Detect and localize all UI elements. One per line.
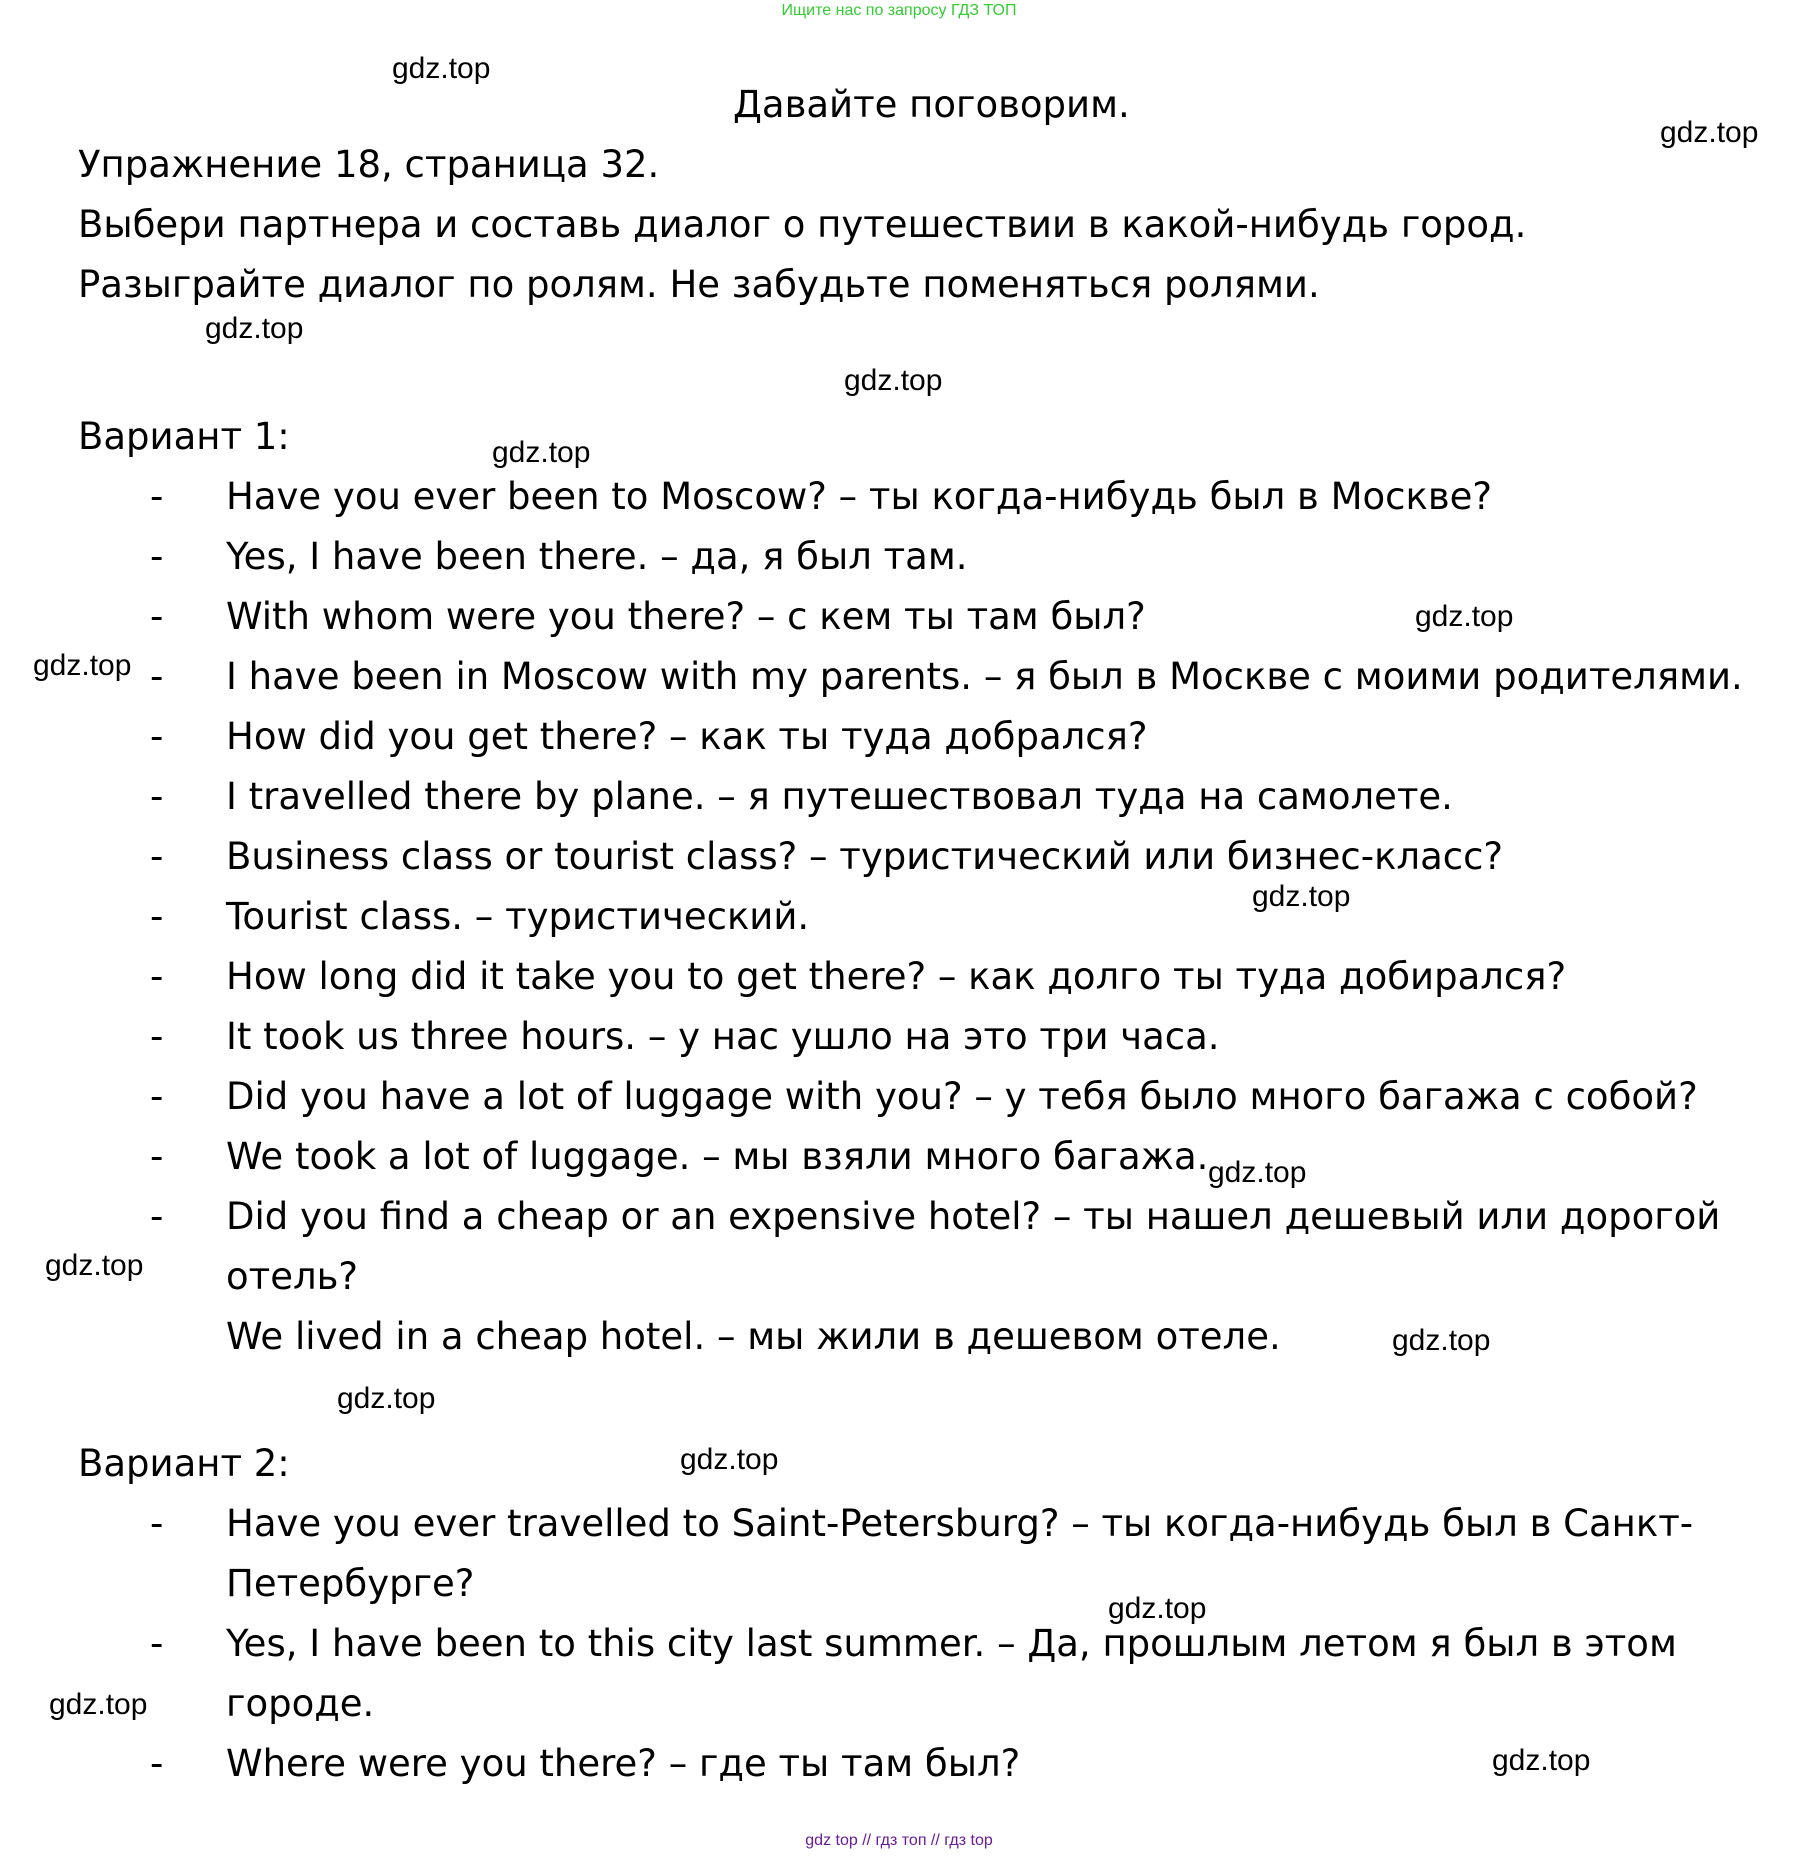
variant-1-heading: Вариант 1:: [78, 415, 290, 458]
dialog-line: [0, 767, 1798, 827]
footer-links: gdz top // гдз топ // гдз top: [805, 1832, 993, 1849]
watermark: gdz.top: [1415, 600, 1514, 633]
dialog-line: [0, 647, 1798, 707]
line-dash: -: [150, 475, 164, 518]
line-text: Tourist class. – туристический.: [226, 895, 810, 938]
line-dash: -: [150, 1015, 164, 1058]
line-text: Yes, I have been there. – да, я был там.: [226, 535, 968, 578]
line-text: How long did it take you to get there? – как долго ты туда добирался?: [226, 955, 1567, 998]
watermark: gdz.top: [33, 649, 132, 682]
line-text: Business class or tourist class? – туристический или бизнес-класс?: [226, 835, 1504, 878]
line-dash: -: [150, 835, 164, 878]
line-text: With whom were you there? – с кем ты там был?: [226, 595, 1146, 638]
line-dash: -: [150, 775, 164, 818]
line-dash: -: [150, 655, 164, 698]
line-dash: -: [150, 1135, 164, 1178]
line-text: Yes, I have been to this city last summer. – Да, прошлым летом я был в этом: [226, 1622, 1677, 1665]
line-dash: -: [150, 715, 164, 758]
watermark: gdz.top: [1660, 116, 1759, 149]
dialog-line: [0, 1187, 1798, 1247]
search-banner: Ищите нас по запросу ГДЗ ТОП: [781, 2, 1017, 19]
dialog-line: [0, 1674, 1798, 1734]
line-text: Have you ever been to Moscow? – ты когда-нибудь был в Москве?: [226, 475, 1493, 518]
variant-2-heading: Вариант 2:: [78, 1442, 290, 1485]
watermark: gdz.top: [392, 52, 491, 85]
dialog-line: [0, 947, 1798, 1007]
watermark: gdz.top: [844, 364, 943, 397]
watermark: gdz.top: [1208, 1156, 1307, 1189]
dialog-line: [0, 1067, 1798, 1127]
watermark: gdz.top: [1108, 1592, 1207, 1625]
dialog-line: [0, 1247, 1798, 1307]
watermark: gdz.top: [680, 1443, 779, 1476]
dialog-line: [0, 1614, 1798, 1674]
line-text: Have you ever travelled to Saint-Petersburg? – ты когда-нибудь был в Санкт-: [226, 1502, 1694, 1545]
line-dash: -: [150, 895, 164, 938]
dialog-line: [0, 707, 1798, 767]
watermark: gdz.top: [45, 1249, 144, 1282]
watermark: gdz.top: [1252, 880, 1351, 913]
line-text: It took us three hours. – у нас ушло на это три часа.: [226, 1015, 1220, 1058]
line-text: Did you find a cheap or an expensive hotel? – ты нашел дешевый или дорогой: [226, 1195, 1721, 1238]
task-text: Выбери партнера и составь диалог о путешествии в какой-нибудь город. Разыграйте диалог по ролям. Не забудьте поменяться ролями.: [78, 203, 1527, 306]
line-text: We lived in a cheap hotel. – мы жили в дешевом отеле.: [226, 1315, 1281, 1358]
line-dash: -: [150, 1622, 164, 1665]
dialog-line: [0, 1307, 1798, 1367]
exercise-heading: Упражнение 18, страница 32.: [78, 143, 660, 186]
watermark: gdz.top: [492, 436, 591, 469]
watermark: gdz.top: [337, 1382, 436, 1415]
line-text: отель?: [226, 1255, 359, 1298]
dialog-line: [0, 1494, 1798, 1554]
line-dash: -: [150, 1075, 164, 1118]
watermark: gdz.top: [1492, 1744, 1591, 1777]
line-text: Did you have a lot of luggage with you? – у тебя было много багажа с собой?: [226, 1075, 1698, 1118]
watermark: gdz.top: [1392, 1324, 1491, 1357]
dialog-line: [0, 1007, 1798, 1067]
line-dash: -: [150, 1195, 164, 1238]
dialog-line: [0, 1554, 1798, 1614]
dialog-line: [0, 587, 1798, 647]
dialog-line: [0, 887, 1798, 947]
watermark: gdz.top: [205, 312, 304, 345]
line-text: Петербурге?: [226, 1562, 475, 1605]
line-text: How did you get there? – как ты туда добрался?: [226, 715, 1148, 758]
line-text: Where were you there? – где ты там был?: [226, 1742, 1021, 1785]
line-dash: -: [150, 595, 164, 638]
line-text: I have been in Moscow with my parents. – я был в Москве с моими родителями.: [226, 655, 1743, 698]
line-dash: -: [150, 955, 164, 998]
line-text: I travelled there by plane. – я путешествовал туда на самолете.: [226, 775, 1453, 818]
line-dash: -: [150, 1502, 164, 1545]
line-text: городе.: [226, 1682, 375, 1725]
dialog-line: [0, 1127, 1798, 1187]
dialog-line: [0, 827, 1798, 887]
page-title: Давайте поговорим.: [733, 83, 1130, 126]
dialog-line: [0, 467, 1798, 527]
dialog-line: [0, 527, 1798, 587]
watermark: gdz.top: [49, 1688, 148, 1721]
line-dash: -: [150, 1742, 164, 1785]
line-dash: -: [150, 535, 164, 578]
line-text: We took a lot of luggage. – мы взяли много багажа.: [226, 1135, 1209, 1178]
